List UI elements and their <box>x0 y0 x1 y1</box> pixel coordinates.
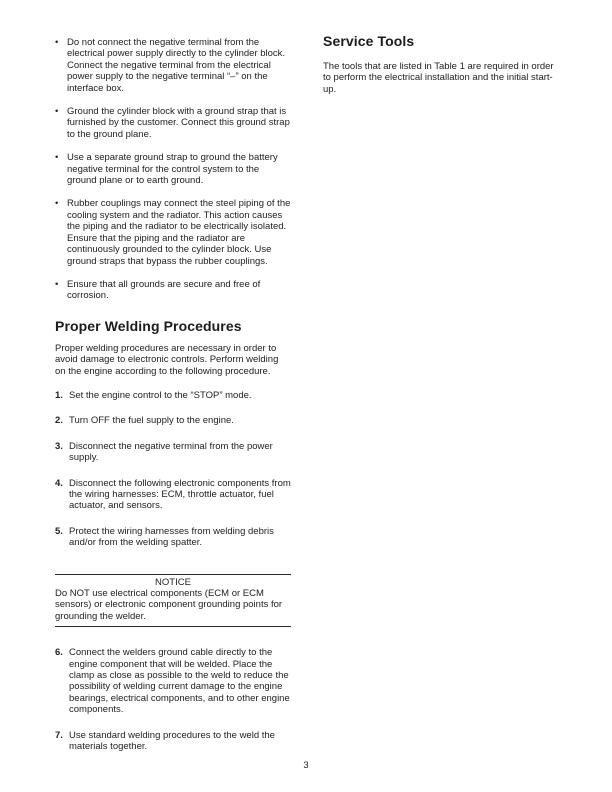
left-column <box>55 37 291 766</box>
step-number: 6. <box>55 647 63 659</box>
procedure-step <box>55 478 291 512</box>
procedure-step <box>55 441 291 464</box>
step-text: Use standard welding procedures to the weld the materials together. <box>69 729 275 753</box>
procedure-step <box>55 526 291 549</box>
list-item <box>55 37 291 94</box>
right-column <box>323 33 563 108</box>
section-heading-service-tools: Service Tools <box>323 33 415 49</box>
procedure-step <box>55 415 291 426</box>
step-text: Disconnect the negative terminal from the power supply. <box>69 440 273 464</box>
section-heading-proper-welding-procedures: Proper Welding Procedures <box>55 317 242 334</box>
bullet-icon: • <box>55 152 59 164</box>
step-text: Protect the wiring harnesses from welding debris and/or from the welding spatter. <box>69 525 274 549</box>
page-number: 3 <box>303 760 309 771</box>
procedure-step <box>55 647 291 715</box>
bullet-text: Rubber couplings may connect the steel piping of the cooling system and the radiator. This action causes the piping and the radiator to be electrically isolated. Ensure that the piping and the radiator are continuously grounded to the cylinder block. Use ground straps that bypass the rubber couplings. <box>67 198 291 267</box>
step-text: Connect the welders ground cable directly to the engine component that will be welded. Place the clamp as close as possible to the weld to reduce the possibility of welding current damage to the engine bearings, electrical components, and to other engine components. <box>69 647 290 716</box>
step-text: Turn OFF the fuel supply to the engine. <box>69 415 234 427</box>
bullet-icon: • <box>55 198 59 210</box>
step-number: 3. <box>55 440 63 452</box>
welding-intro-paragraph: Proper welding procedures are necessary in order to avoid damage to electronic controls. Perform welding on the engine according to the following procedure. <box>55 342 279 377</box>
list-item <box>55 152 291 186</box>
bullet-text: Use a separate ground strap to ground the battery negative terminal for the control system to the ground plane or to earth ground. <box>67 152 278 187</box>
step-number: 4. <box>55 477 63 489</box>
list-item <box>55 198 291 266</box>
bullet-icon: • <box>55 106 59 118</box>
notice-box <box>55 574 291 628</box>
service-tools-paragraph: The tools that are listed in Table 1 are required in order to perform the electrical installation and the initial start-up. <box>323 61 554 95</box>
procedure-step <box>55 730 291 753</box>
step-number: 7. <box>55 729 63 741</box>
step-text: Set the engine control to the “STOP” mode. <box>69 389 252 401</box>
procedure-step <box>55 390 291 401</box>
step-number: 5. <box>55 525 63 537</box>
bullet-text: Do not connect the negative terminal from the electrical power supply directly to the cylinder block. Connect the negative terminal from the electrical power supply to the negative terminal “–” on the interface box. <box>67 37 286 94</box>
notice-title: NOTICE <box>155 576 191 588</box>
bullet-icon: • <box>55 37 59 48</box>
step-text: Disconnect the following electronic components from the wiring harnesses: ECM, throttle actuator, fuel actuator, and sensors. <box>69 477 291 512</box>
notice-text: Do NOT use electrical components (ECM or ECM sensors) or electronic component grounding points for grounding the welder. <box>55 588 283 622</box>
list-item <box>55 279 291 302</box>
bullet-text: Ground the cylinder block with a ground strap that is furnished by the customer. Connect this ground strap to the ground plane. <box>67 106 290 140</box>
step-number: 2. <box>55 415 63 427</box>
bullet-icon: • <box>55 278 59 290</box>
list-item <box>55 106 291 140</box>
bullet-text: Ensure that all grounds are secure and free of corrosion. <box>67 278 261 302</box>
step-number: 1. <box>55 389 63 401</box>
